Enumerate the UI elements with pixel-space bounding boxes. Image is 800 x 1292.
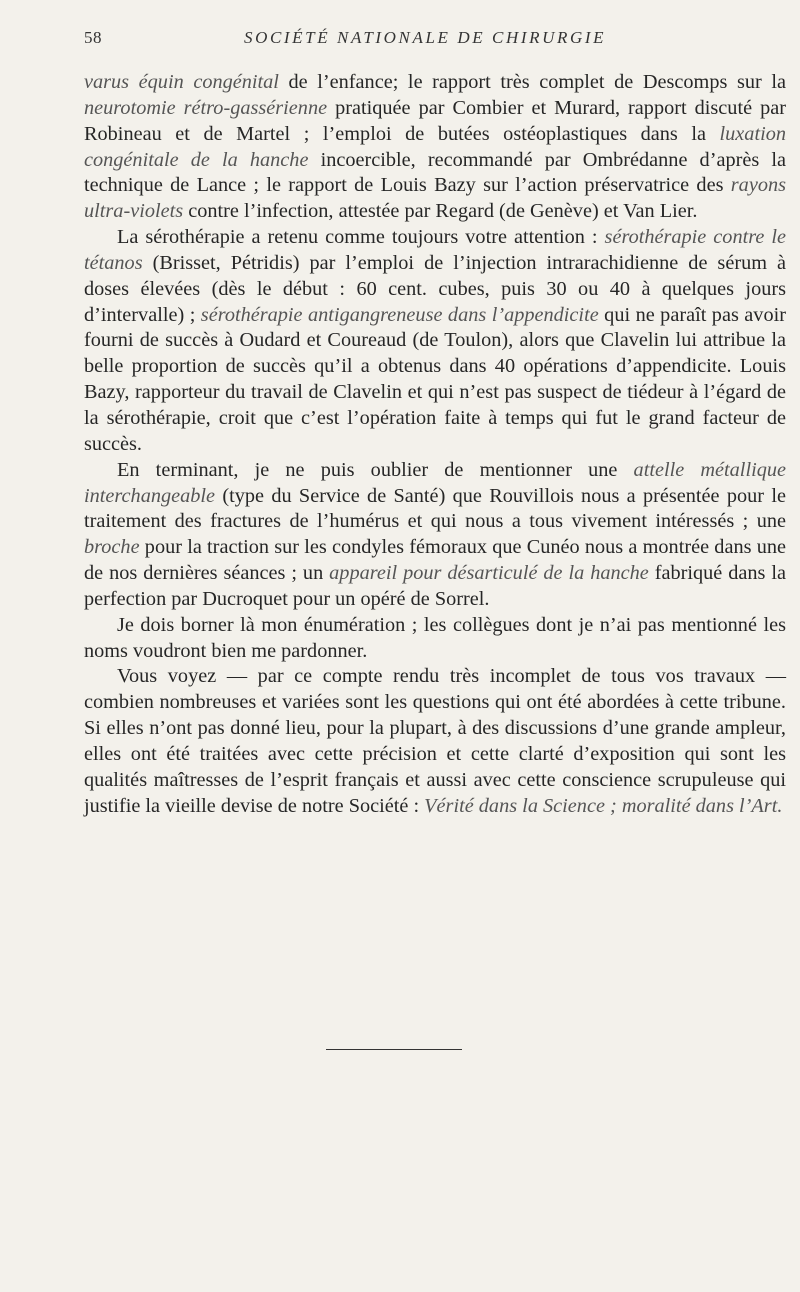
italic-phrase: Vérité dans la Science ; moralité dans l’Art. [424,794,783,817]
text-run: En terminant, je ne puis oublier de mentionner une [117,458,634,481]
text-run: (type du Service de Santé) que Rouvillois nous a présentée pour le traitement des fractures de l’humérus et qui nous a tous vivement intéressés ; une [84,484,786,533]
paragraph [84,225,786,458]
paragraph [84,613,786,665]
italic-phrase: broche [84,536,140,559]
italic-phrase: sérothérapie antigangreneuse dans l’appendicite [200,303,599,326]
paragraph [84,664,786,819]
italic-phrase: appareil pour désarticulé de la hanche [329,562,649,585]
italic-phrase: luxation congénitale de la hanche [84,122,786,171]
text-run: La sérothérapie a retenu comme toujours votre attention : [117,226,605,249]
italic-phrase: attelle métallique interchangeable [84,458,786,507]
end-rule [326,1049,462,1050]
page-header [84,28,784,54]
paragraph [84,458,786,613]
paragraph [84,70,786,225]
text-run: pratiquée par Combier et Murard, rapport discuté par Robineau et de Martel ; l’emploi de butées ostéoplastiques dans la [84,96,787,145]
text-run: qui ne paraît pas avoir fourni de succès à Oudard et Coureaud (de Toulon), alors que Clavelin lui attribue la belle proportion de succès qu’il a obtenus dans 40 opérations d’appendicite. Louis Bazy, rapporteur du travail de Clavelin et qui n’est pas suspect de tiédeur à l’égard de la sérothérapie, croit que c’est l’opération faite à temps qui fut le grand facteur de succès. [84,303,786,455]
italic-phrase: rayons ultra-violets [84,174,786,223]
page-number: 58 [84,28,102,47]
italic-phrase: sérothérapie contre le tétanos [84,226,786,274]
italic-phrase: neurotomie rétro-gassérienne [84,96,328,119]
text-run: contre l’infection, attestée par Regard (de Genève) et Van Lier. [183,200,698,223]
text-run: pour la traction sur les condyles fémoraux que Cunéo nous a montrée dans une de nos dernières séances ; un [84,536,786,585]
text-run: Vous voyez — par ce compte rendu très incomplet de tous vos travaux — combien nombreuses et variées sont les questions qui ont été abordées à cette tribune. Si elles n’ont pas donné lieu, pour la plupart, à des discussions d’une grande ampleur, elles ont été traitées avec cette précision et cette clarté d’exposition qui sont les qualités maîtresses de l’esprit français et aussi avec cette conscience scrupuleuse qui justifie la vieille devise de notre Société : [84,665,786,817]
body-text [84,70,786,819]
text-run: incoercible, recommandé par Ombrédanne d’après la technique de Lance ; le rapport de Louis Bazy sur l’action préservatrice des [84,148,786,197]
running-title: SOCIÉTÉ NATIONALE DE CHIRURGIE [244,28,607,47]
italic-phrase: varus équin congénital [84,71,279,93]
text-run: Je dois borner là mon énumération ; les collègues dont je n’ai pas mentionné les noms voudront bien me pardonner. [84,613,786,662]
text-run: de l’enfance; le rapport très complet de Descomps sur la [278,71,786,93]
text-run: (Brisset, Pétridis) par l’emploi de l’injection intrarachidienne de sérum à doses élevées (dès le début : 60 cent. cubes, puis 30 ou 40 à quelques jours d’intervalle) ; [84,251,786,326]
text-run: fabriqué dans la perfection par Ducroquet pour un opéré de Sorrel. [84,562,786,610]
